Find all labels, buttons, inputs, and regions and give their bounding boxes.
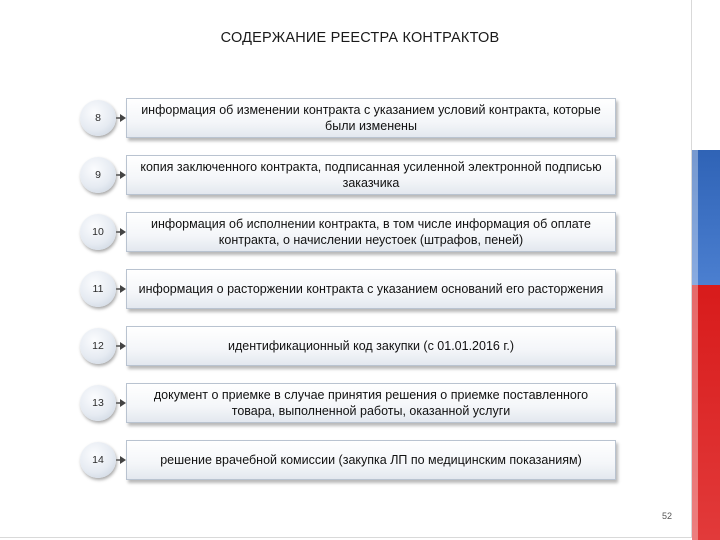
item-text-box: информация о расторжении контракта с указанием оснований его расторжения: [126, 269, 616, 309]
registry-item-11: [0, 269, 700, 309]
page-title: СОДЕРЖАНИЕ РЕЕСТРА КОНТРАКТОВ: [220, 30, 500, 46]
page-number: 52: [662, 511, 673, 521]
item-text-box: решение врачебной комиссии (закупка ЛП по медицинским показаниям): [126, 440, 616, 480]
registry-item-12: [0, 326, 700, 366]
item-text-box: информация об изменении контракта с указанием условий контракта, которые были изменены: [126, 98, 616, 138]
item-text-box: документ о приемке в случае принятия решения о приемке поставленного товара, выполненной работы, оказанной услуги: [126, 383, 616, 423]
registry-item-10: [0, 212, 700, 252]
registry-item-9: [0, 155, 700, 195]
item-number-badge: 8: [80, 100, 116, 136]
item-text-box: идентификационный код закупки (с 01.01.2016 г.): [126, 326, 616, 366]
item-number-badge: 11: [80, 271, 116, 307]
item-text-box: информация об исполнении контракта, в том числе информация об оплате контракта, о начислении неустоек (штрафов, пеней): [126, 212, 616, 252]
registry-item-8: [0, 98, 700, 138]
item-number-badge: 10: [80, 214, 116, 250]
registry-item-13: [0, 383, 700, 423]
item-number-badge: 13: [80, 385, 116, 421]
item-number-badge: 12: [80, 328, 116, 364]
registry-item-14: [0, 440, 700, 480]
item-number-badge: 14: [80, 442, 116, 478]
item-number-badge: 9: [80, 157, 116, 193]
item-text-box: копия заключенного контракта, подписанная усиленной электронной подписью заказчика: [126, 155, 616, 195]
